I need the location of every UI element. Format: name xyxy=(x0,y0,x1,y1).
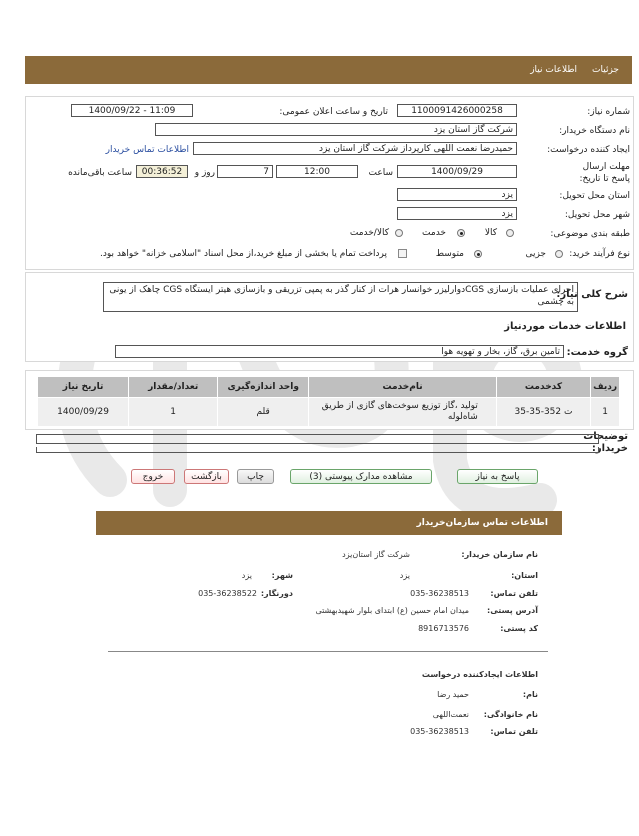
process-radio-medium[interactable] xyxy=(474,250,482,258)
attachments-button[interactable]: مشاهده مدارک پیوستی (3) xyxy=(290,469,432,484)
contact-province-value: یزد xyxy=(399,571,410,580)
contact-postal-label: کد پستی: xyxy=(500,624,538,633)
col-unit: واحد اندازه‌گیری xyxy=(218,377,309,398)
process-radio-minor[interactable] xyxy=(555,250,563,258)
process-option-minor: جزیی xyxy=(525,249,546,259)
cell-code: ت 352-35-35 xyxy=(496,398,590,427)
remaining-label: ساعت باقی‌مانده xyxy=(68,168,132,178)
city-field: یزد xyxy=(397,207,517,220)
services-title: اطلاعات خدمات موردنیاز xyxy=(504,321,626,332)
col-date: تاریخ نیاز xyxy=(38,377,129,398)
category-option-goods: کالا xyxy=(484,228,497,238)
service-group-field: تامین برق، گاز، بخار و تهویه هوا xyxy=(115,345,564,358)
breadcrumb-details[interactable]: جزئیات xyxy=(592,65,619,75)
col-quantity: تعداد/مقدار xyxy=(129,377,218,398)
contact-org-label: نام سازمان خریدار: xyxy=(461,550,538,559)
deadline-label: مهلت ارسال پاسخ تا تاریخ: xyxy=(579,162,630,184)
buyer-field: شرکت گاز استان یزد xyxy=(155,123,517,136)
category-radio-goods[interactable] xyxy=(506,229,514,237)
payment-checkbox[interactable] xyxy=(398,249,407,258)
cell-unit: قلم xyxy=(218,398,309,427)
contact-header xyxy=(96,511,562,535)
breadcrumb-need-info[interactable]: اطلاعات نیاز xyxy=(530,65,577,75)
province-label: استان محل تحویل: xyxy=(559,191,630,201)
need-number-field: 1100091426000258 xyxy=(397,104,517,117)
creator-name-value: حمید رضا xyxy=(437,690,469,699)
contact-address-value: میدان امام حسین (ع) ابتدای بلوار شهیدبهشتی xyxy=(315,606,469,615)
time-label: ساعت xyxy=(368,168,393,178)
reply-button[interactable]: پاسخ به نیاز xyxy=(457,469,538,484)
creator-family-value: نعمت‌اللهی xyxy=(432,710,469,719)
page-header xyxy=(25,56,632,84)
cell-name: تولید ،گاز توزیع سوخت‌های گازی از طریق شاه‌لوله xyxy=(309,398,497,427)
need-number-label: شماره نیاز: xyxy=(587,107,630,117)
contact-org-value: شرکت گاز استان‌یزد xyxy=(342,550,410,559)
contact-city-label: شهر: xyxy=(271,571,293,580)
payment-note: پرداخت تمام یا بخشی از مبلغ خرید،از محل اسناد "اسلامی خزانه" خواهد بود. xyxy=(99,249,387,259)
remaining-time-field: 00:36:52 xyxy=(136,165,188,178)
process-label: نوع فرآیند خرید: xyxy=(569,249,630,259)
exit-button[interactable]: خروج xyxy=(131,469,175,484)
announce-field: 1400/09/22 - 11:09 xyxy=(71,104,193,117)
cell-date: 1400/09/29 xyxy=(38,398,129,427)
announce-label: تاریخ و ساعت اعلان عمومی: xyxy=(279,107,388,117)
province-field: یزد xyxy=(397,188,517,201)
category-label: طبقه بندی موضوعی: xyxy=(550,229,630,239)
contact-city-value: یزد xyxy=(241,571,252,580)
col-code: کدخدمت xyxy=(496,377,590,398)
contact-fax-label: دورنگار: xyxy=(260,589,293,598)
buyer-label: نام دستگاه خریدار: xyxy=(559,126,630,136)
table-row xyxy=(38,398,620,427)
creator-field: حمیدرضا نعمت اللهی کارپرداز شرکت گاز استان یزد xyxy=(193,142,517,155)
days-label: روز و xyxy=(194,168,215,178)
contact-postal-value: 8916713576 xyxy=(418,624,469,633)
creator-phone-value: 035-36238513 xyxy=(410,727,469,736)
cell-row: 1 xyxy=(591,398,620,427)
col-row: ردیف xyxy=(591,377,620,398)
category-option-goods-service: کالا/خدمت xyxy=(349,228,389,238)
table-header-row xyxy=(38,377,620,398)
contact-title: اطلاعات تماس سازمان‌خریدار xyxy=(416,518,548,528)
contact-phone-label: تلفن تماس: xyxy=(490,589,538,598)
service-group-label: گروه خدمت: xyxy=(566,347,628,358)
col-name: نام‌خدمت xyxy=(309,377,497,398)
contact-province-label: استان: xyxy=(511,571,538,580)
buyer-notes-box xyxy=(36,434,599,444)
deadline-date-field: 1400/09/29 xyxy=(397,165,517,178)
description-text: اجرای عملیات بازسازی CGSدوارلیزر خوانسار هرات از کنار گذر به پمپی تزریقی و بازسازی هیتر ایستگاه CGS چاهک از یونی به چشمی xyxy=(109,285,574,307)
creator-phone-label: تلفن تماس: xyxy=(490,727,538,736)
creator-name-label: نام: xyxy=(522,690,538,699)
contact-phone-value: 035-36238513 xyxy=(410,589,469,598)
city-label: شهر محل تحویل: xyxy=(564,210,630,220)
creator-info-title: اطلاعات ایجادکننده درخواست xyxy=(421,670,538,679)
creator-label: ایجاد کننده درخواست: xyxy=(547,145,630,155)
contact-address-label: آدرس پستی: xyxy=(487,606,538,615)
buyer-contact-link[interactable]: اطلاعات تماس خریدار xyxy=(105,145,189,155)
description-label: شرح کلی نیاز: xyxy=(556,289,628,300)
buyer-notes-label: توضیحات خریدار: xyxy=(583,431,628,454)
contact-fax-value: 035-36238522 xyxy=(198,589,257,598)
contact-divider xyxy=(108,651,548,652)
deadline-time-field: 12:00 xyxy=(276,165,358,178)
category-radio-service[interactable] xyxy=(457,229,465,237)
cell-quantity: 1 xyxy=(129,398,218,427)
process-option-medium: متوسط xyxy=(435,249,464,259)
back-button[interactable]: بازگشت xyxy=(184,469,229,484)
print-button[interactable]: چاپ xyxy=(237,469,274,484)
category-radio-goods-service[interactable] xyxy=(395,229,403,237)
days-field: 7 xyxy=(217,165,273,178)
buyer-notes-box-2 xyxy=(36,447,599,453)
category-option-service: خدمت xyxy=(422,228,446,238)
items-table xyxy=(37,376,620,427)
creator-family-label: نام خانوادگی: xyxy=(483,710,538,719)
